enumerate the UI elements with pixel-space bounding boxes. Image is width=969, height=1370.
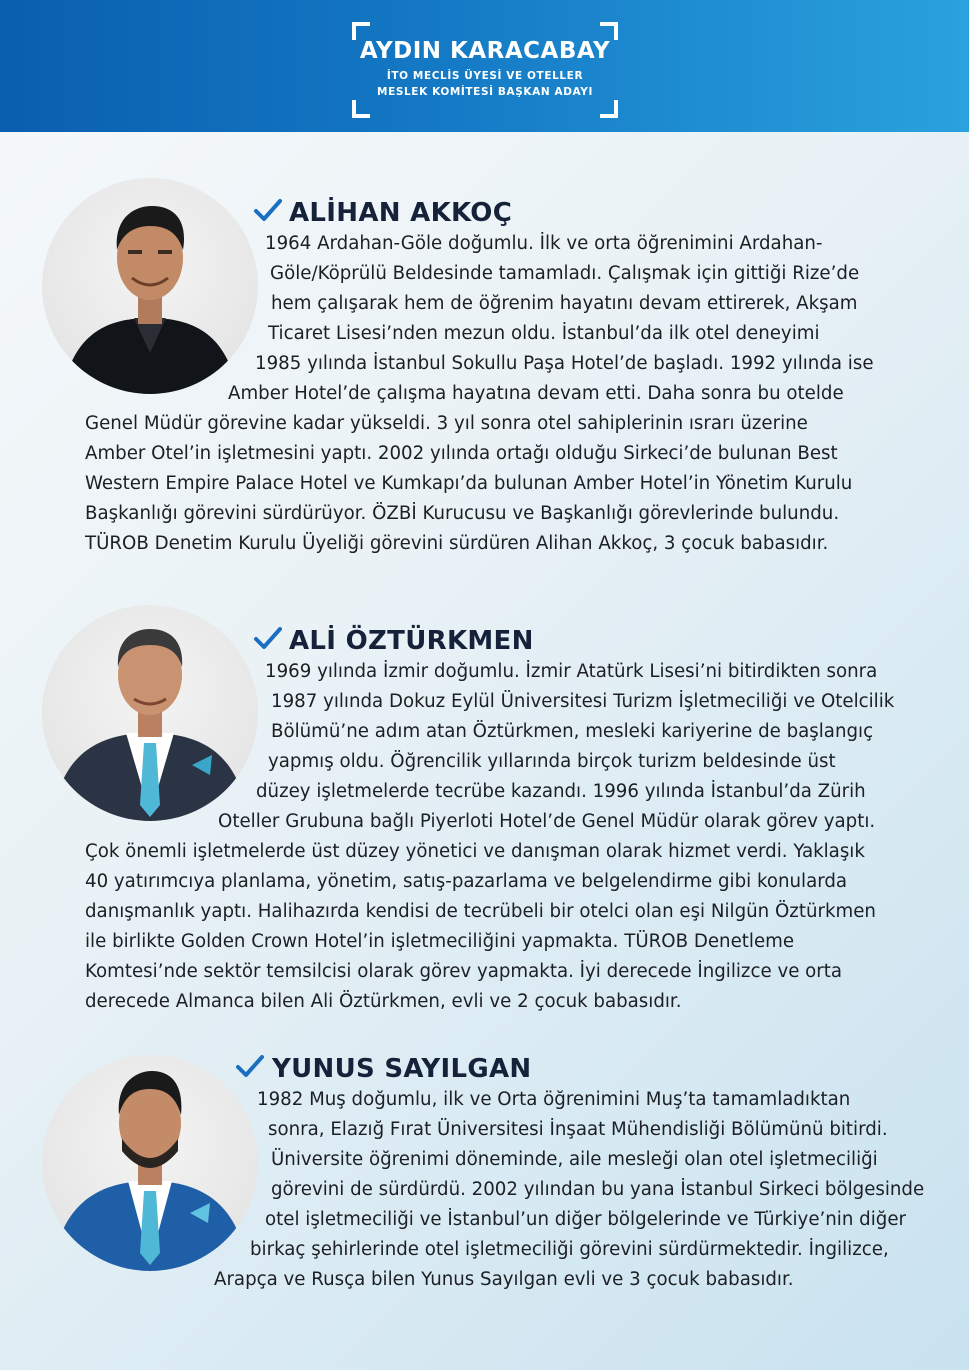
header-subtitle-2: MESLEK KOMİTESİ BAŞKAN ADAYI bbox=[377, 86, 593, 98]
bio-line: TÜROB Denetim Kurulu Üyeliği görevini sürdüren Alihan Akkoç, 3 çocuk babasıdır. bbox=[85, 533, 829, 554]
bio-line: Genel Müdür görevine kadar yükseldi. 3 yıl sonra otel sahiplerinin ısrarı üzerine bbox=[85, 413, 808, 434]
bio-line: Komtesi’nde sektör temsilcisi olarak görev yapmakta. İyi derecede İngilizce ve orta bbox=[85, 961, 843, 982]
bio-line: hem çalışarak hem de öğrenim hayatını devam ettirerek, Akşam bbox=[271, 293, 858, 314]
bio-line: derecede Almanca bilen Ali Öztürkmen, evli ve 2 çocuk babasıdır. bbox=[85, 991, 682, 1012]
bio-line: Arapça ve Rusça bilen Yunus Sayılgan evli ve 3 çocuk babasıdır. bbox=[214, 1269, 794, 1290]
bio-line: Oteller Grubuna bağlı Piyerloti Hotel’de Genel Müdür olarak görev yaptı. bbox=[218, 811, 876, 832]
frame-corner bbox=[600, 100, 618, 118]
profile-photo bbox=[42, 178, 258, 394]
frame-corner bbox=[352, 100, 370, 118]
bio-line: yapmış oldu. Öğrencilik yıllarında birçok turizm beldesinde üst bbox=[268, 751, 836, 772]
bio-line: Bölümü’ne adım atan Öztürkmen, mesleki kariyerine de başlangıç bbox=[271, 721, 874, 742]
bio-line: 1982 Muş doğumlu, ilk ve Orta öğrenimini Muş’ta tamamladıktan bbox=[257, 1089, 851, 1110]
header-subtitle-1: İTO MECLİS ÜYESİ VE OTELLER bbox=[386, 70, 584, 82]
bio-line: Western Empire Palace Hotel ve Kumkapı’da bulunan Amber Hotel’in Yönetim Kurulu bbox=[85, 473, 853, 494]
bio-line: Üniversite öğrenimi döneminde, aile mesleği olan otel işletmeciliği bbox=[271, 1149, 878, 1170]
bio-line: 1969 yılında İzmir doğumlu. İzmir Atatürk Lisesi’ni bitirdikten sonra bbox=[265, 661, 878, 682]
header-name: AYDIN KARACABAY bbox=[359, 38, 611, 64]
bio-line: görevini de sürdürdü. 2002 yılından bu yana İstanbul Sirkeci bölgesinde bbox=[271, 1179, 925, 1200]
checkmark-icon bbox=[253, 198, 283, 222]
bio-line: Ticaret Lisesi’nden mezun oldu. İstanbul’da ilk otel deneyimi bbox=[268, 323, 820, 344]
profile-photo bbox=[42, 1055, 258, 1271]
header-banner bbox=[0, 0, 969, 132]
header-frame bbox=[352, 22, 618, 118]
bio-line: 1964 Ardahan-Göle doğumlu. İlk ve orta öğrenimini Ardahan- bbox=[265, 233, 823, 254]
bio-line: düzey işletmelerde tecrübe kazandı. 1996 yılında İstanbul’da Zürih bbox=[256, 781, 866, 802]
checkmark-icon bbox=[235, 1054, 265, 1078]
bio-line: sonra, Elazığ Fırat Üniversitesi İnşaat Mühendisliği Bölümünü bitirdi. bbox=[268, 1119, 888, 1140]
bio-line: Göle/Köprülü Beldesinde tamamladı. Çalışmak için gittiği Rize’de bbox=[270, 263, 860, 284]
bio-line: ile birlikte Golden Crown Hotel’in işletmeciliğini yapmakta. TÜROB Denetleme bbox=[85, 931, 795, 952]
bio-line: Çok önemli işletmelerde üst düzey yönetici ve danışman olarak hizmet verdi. Yaklaşık bbox=[85, 841, 865, 862]
bio-line: danışmanlık yaptı. Halihazırda kendisi de tecrübeli bir otelci olan eşi Nilgün Öztürkmen bbox=[85, 901, 876, 922]
profile-name: ALİHAN AKKOÇ bbox=[289, 198, 513, 228]
profile-name: YUNUS SAYILGAN bbox=[272, 1054, 532, 1084]
bio-line: birkaç şehirlerinde otel işletmeciliği görevini sürdürmektedir. İngilizce, bbox=[250, 1239, 889, 1260]
bio-line: Amber Otel’in işletmesini yaptı. 2002 yılında ortağı olduğu Sirkeci’de bulunan Best bbox=[85, 443, 838, 464]
bio-line: 40 yatırımcıya planlama, yönetim, satış-pazarlama ve belgelendirme gibi konularda bbox=[85, 871, 848, 892]
profile-photo bbox=[42, 605, 258, 821]
bio-line: 1987 yılında Dokuz Eylül Üniversitesi Turizm İşletmeciliği ve Otelcilik bbox=[271, 691, 895, 712]
bio-line: otel işletmeciliği ve İstanbul’un diğer bölgelerinde ve Türkiye’nin diğer bbox=[265, 1209, 906, 1230]
bio-line: Amber Hotel’de çalışma hayatına devam etti. Daha sonra bu otelde bbox=[228, 383, 844, 404]
profile-name: ALİ ÖZTÜRKMEN bbox=[289, 626, 534, 656]
bio-line: 1985 yılında İstanbul Sokullu Paşa Hotel’de başladı. 1992 yılında ise bbox=[255, 353, 874, 374]
bio-line: Başkanlığı görevini sürdürüyor. ÖZBİ Kurucusu ve Başkanlığı görevlerinde bulundu. bbox=[85, 503, 840, 524]
checkmark-icon bbox=[253, 626, 283, 650]
